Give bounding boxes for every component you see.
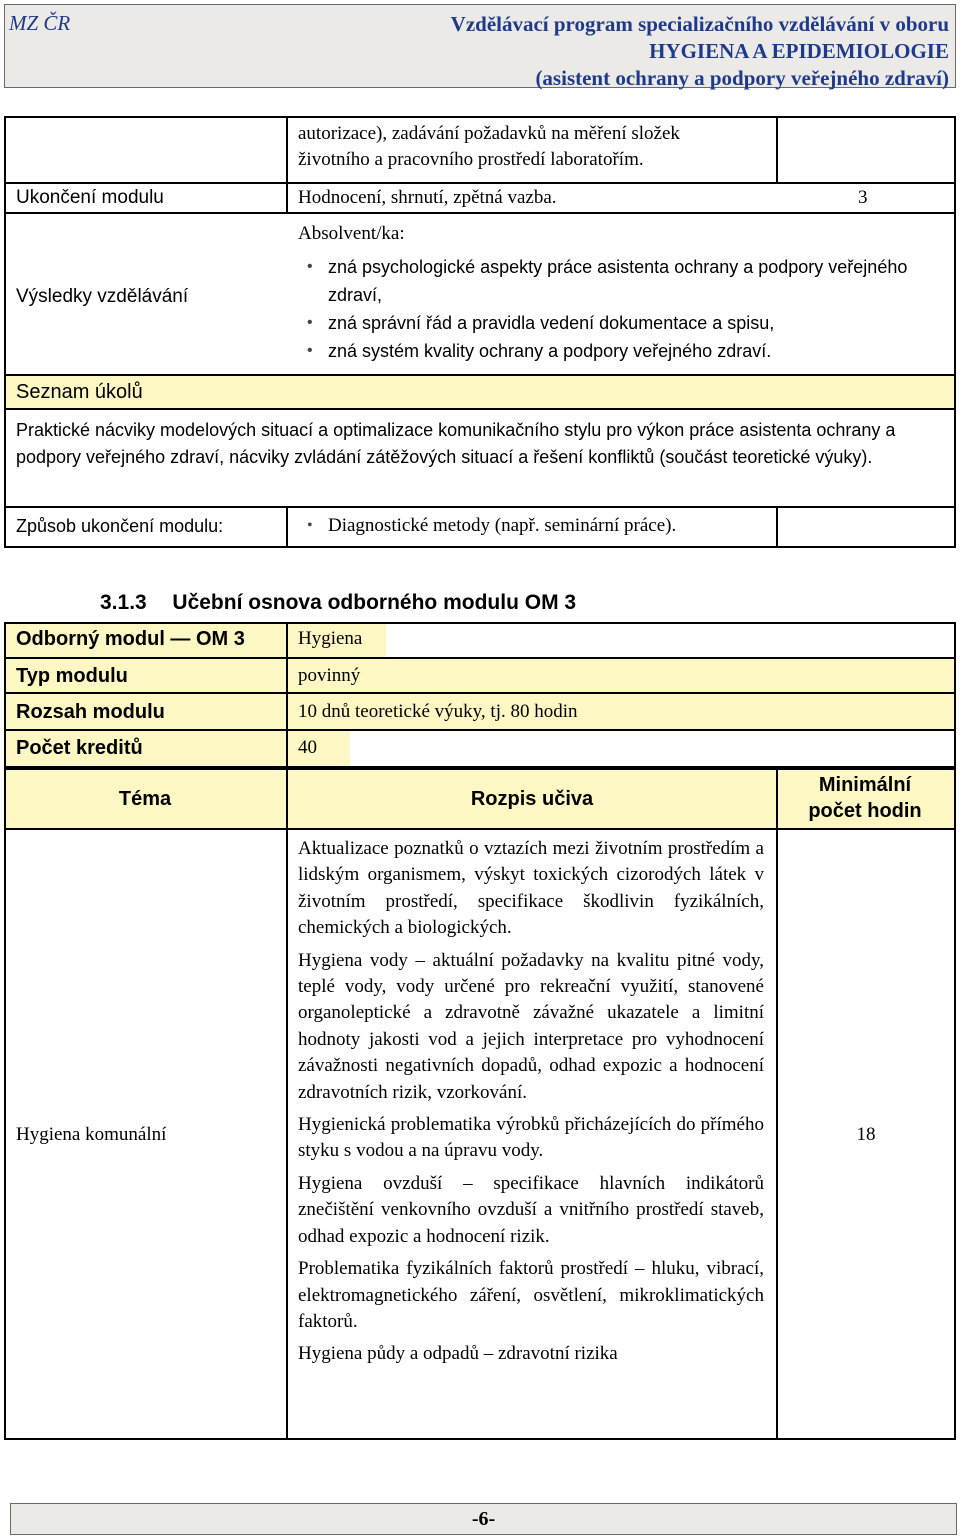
divider: [4, 828, 956, 830]
content-paragraph: Problematika fyzikálních faktorů prostředí – hluku, vibrací, elektromagnetického záření, osvětlení, mikroklimatických faktorů.: [298, 1258, 764, 1332]
seznam-bar: [6, 376, 954, 408]
divider: [4, 506, 956, 508]
absolvent-label: Absolvent/ka:: [298, 223, 405, 244]
continuation-text: [298, 121, 680, 173]
divider: [776, 508, 778, 548]
seznam-label: Seznam úkolů: [16, 381, 143, 403]
divider: [776, 768, 778, 1440]
header-title: [451, 11, 949, 92]
outcome-item: • zná systém kvality ochrany a podpory veřejného zdraví.: [298, 337, 908, 365]
page-footer: [10, 1503, 957, 1535]
zpusob-label: Způsob ukončení modulu:: [16, 516, 224, 536]
content-paragraph: Hygiena ovzduší – specifikace hlavních indikátorů znečištění venkovního ovzduší a vnitřního prostředí staveb, odhad expozic a hodnocení rizik.: [298, 1172, 764, 1247]
column-header-hours: Minimální počet hodin: [808, 774, 922, 822]
divider: [776, 116, 778, 184]
header-line-2: HYGIENA A EPIDEMIOLOGIE: [649, 39, 949, 63]
vysledky-content: [298, 221, 908, 365]
divider: [4, 729, 956, 731]
module-value-2: povinný: [298, 665, 361, 686]
outcome-item: • zná psychologické aspekty práce asistenta ochrany a podpory veřejného zdraví,: [298, 253, 908, 309]
module-label-4: Počet kreditů: [16, 737, 143, 759]
divider: [4, 408, 956, 410]
continuation-line: životního a pracovního prostředí laboratořím.: [298, 149, 644, 170]
section-number: 3.1.3: [100, 591, 147, 614]
zpusob-item: • Diagnostické metody (např. seminární práce).: [298, 513, 676, 539]
module-label-1: Odborný modul — OM 3: [16, 628, 245, 650]
continuation-line: autorizace), zadávání požadavků na měření složek: [298, 123, 680, 144]
module-value-1: Hygiena: [298, 628, 363, 649]
zpusob-list: [298, 513, 676, 539]
section-title: Učební osnova odborného modulu OM 3: [172, 591, 577, 614]
ukonceni-text: Hodnocení, shrnutí, zpětná vazba.: [298, 187, 557, 208]
divider: [286, 768, 288, 1440]
row-content: [298, 836, 764, 1374]
divider: [4, 692, 956, 694]
row-tema: Hygiena komunální: [16, 1124, 167, 1145]
ukonceni-hours: 3: [858, 187, 868, 208]
header-left: MZ ČR: [9, 11, 71, 35]
header-line-1: Vzdělávací program specializačního vzdělávání v oboru: [450, 12, 949, 36]
page-header: [4, 4, 956, 88]
column-header-tema: Téma: [118, 788, 172, 810]
divider: [4, 182, 956, 184]
vysledky-label: Výsledky vzdělávání: [16, 286, 189, 307]
divider: [286, 508, 288, 548]
column-header-rozpis: Rozpis učiva: [470, 788, 594, 810]
module-label-2: Typ modulu: [16, 665, 128, 687]
outcomes-list: [298, 253, 908, 365]
content-paragraph: Hygiena půdy a odpadů – zdravotní rizika: [298, 1343, 618, 1365]
outcome-item: • zná správní řád a pravidla vedení dokumentace a spisu,: [298, 309, 908, 337]
divider: [286, 622, 288, 768]
ukonceni-label: Ukončení modulu: [16, 187, 164, 208]
row-hours: 18: [856, 1124, 876, 1145]
module-value-4: 40: [298, 737, 317, 758]
divider: [286, 116, 288, 214]
divider: [4, 212, 956, 214]
header-line-3: (asistent ochrany a podpory veřejného zdraví): [535, 66, 949, 90]
divider: [4, 657, 956, 659]
module-label-3: Rozsah modulu: [16, 701, 165, 723]
module-value-3: 10 dnů teoretické výuky, tj. 80 hodin: [298, 701, 578, 722]
section-heading: [100, 590, 576, 616]
seznam-text: Praktické nácviky modelových situací a optimalizace komunikačního stylu pro výkon práce asistenta ochrany a podpory veřejného zdraví, nácviky zvládání zátěžových situací a řešení konfliktů (součást teoretické výuky).: [16, 420, 896, 467]
content-paragraph: Hygienická problematika výrobků přicházejících do přímého styku s vodou a na úpravu vody.: [298, 1114, 764, 1162]
content-paragraph: Hygiena vody – aktuální požadavky na kvalitu pitné vody, teplé vody, vody určené pro rekreační využití, stanovené organoleptické a zdravotně závažné ukazatele a limitní hodnoty jakosti vod a jejich interpretace pro vyhodnocení závažnosti negativních dopadů, odhad expozic a hodnocení zdravotních rizik, vzorkování.: [298, 949, 764, 1103]
page-number: -6-: [471, 1508, 496, 1530]
content-paragraph: Aktualizace poznatků o vztazích mezi životním prostředím a lidským organismem, výskyt toxických cizorodých látek v životním prostředí, specifikace škodlivin fyzikálních, chemických a biologických.: [298, 838, 764, 939]
